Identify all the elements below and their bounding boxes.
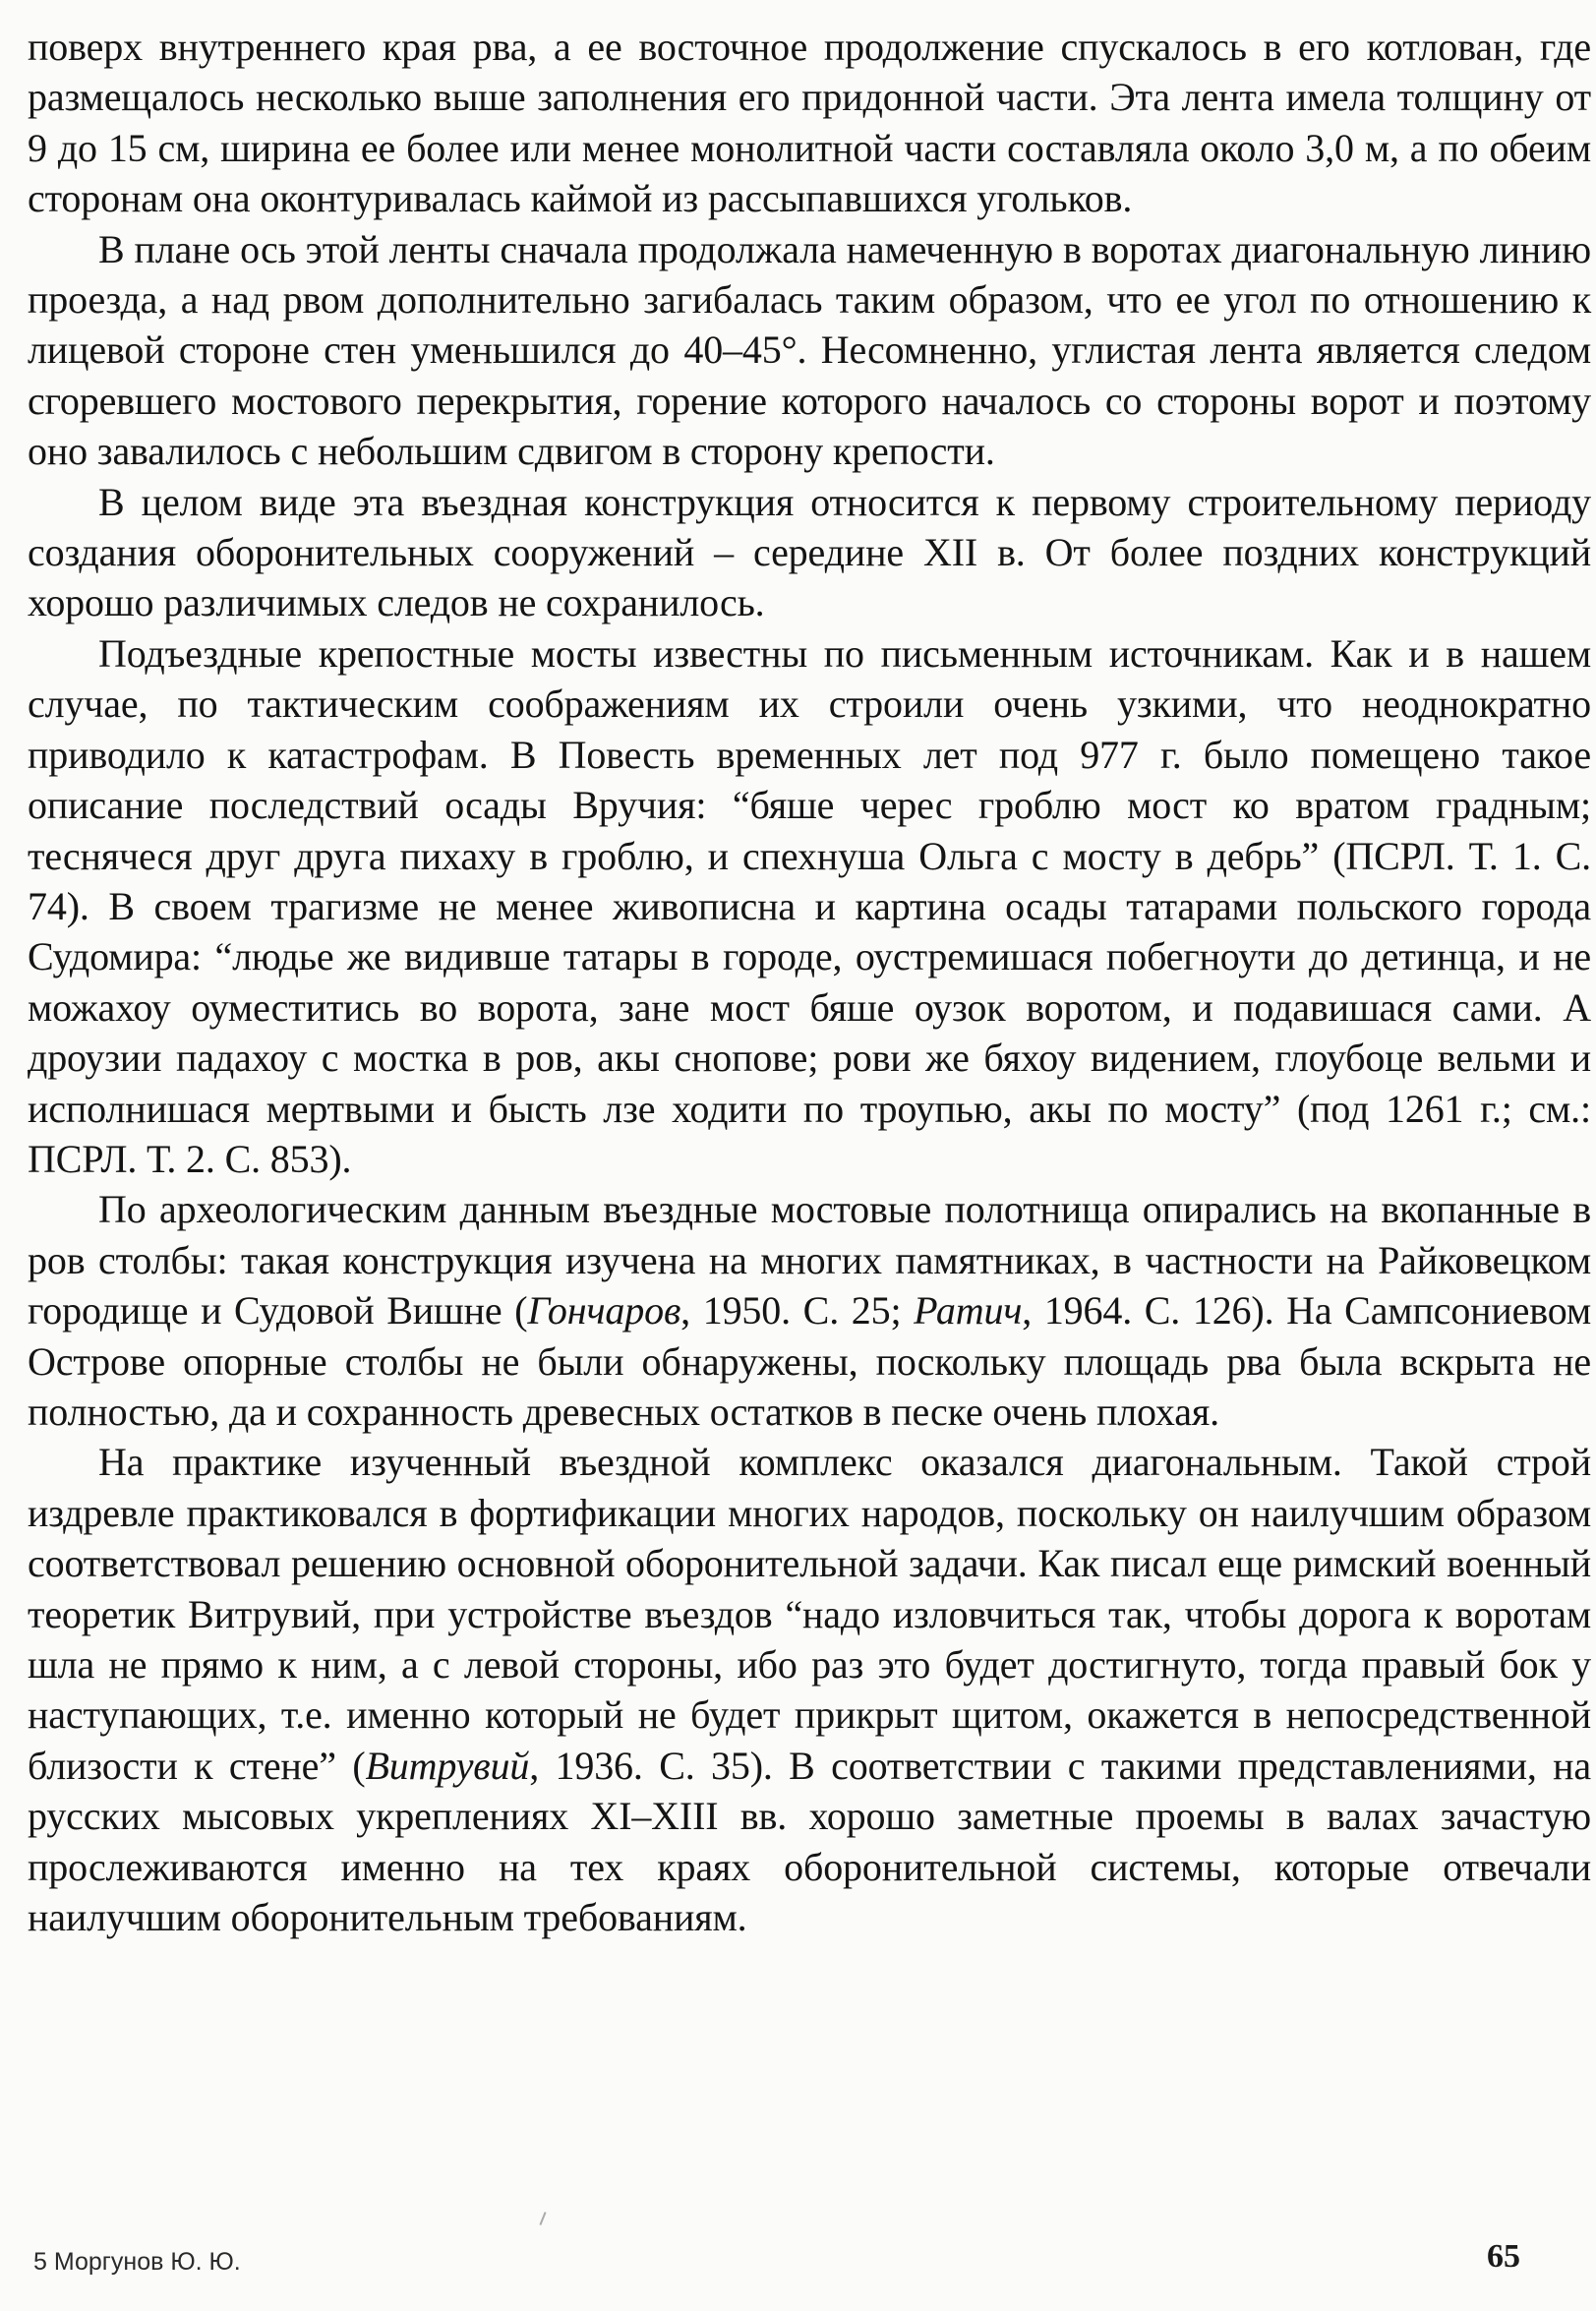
- page-footer: [0, 2234, 1596, 2278]
- paragraph-5-segment-1: По археологическим данным въездные мостовые полотнища опирались на вкопанные в ров столбы: такая конструкция изучена на многих памятниках, в частности на Райковецком городище и Судовой Вишне (: [28, 1187, 1591, 1333]
- paragraph-6-segment-1: На практике изученный въездной комплекс оказался диагональным. Такой строй издревле практиковался в фортификации многих народов, поскольку он наилучшим образом соответствовал решению основной оборонительной задачи. Как писал еще римский военный теоретик Витрувий, при устройстве въездов “надо изловчиться так, чтобы дорога к воротам шла не прямо к ним, а с левой стороны, ибо раз это будет достигнуто, тогда правый бок у наступающих, т.е. именно который не будет прикрыт щитом, окажется в непосредственной близости к стене” (: [28, 1440, 1591, 1788]
- paragraph-1: поверх внутреннего края рва, а ее восточное продолжение спускалось в его котлован, где размещалось несколько выше заполнения его придонной части. Эта лента имела толщину от 9 до 15 см, ширина ее более или менее монолитной части составляла около 3,0 м, а по обеим сторонам она оконтуривалась каймой из рассыпавшихся угольков.: [28, 25, 1591, 221]
- scan-speck: [539, 2212, 546, 2225]
- paragraph-6-segment-3: , 1936. С. 35). В соответствии с такими представлениями, на русских мысовых укреплениях XI–XIII вв. хорошо заметные проемы в валах зачастую прослеживаются именно на тех краях оборонительной системы, которые отвечали наилучшим оборонительным требованиям.: [28, 1743, 1591, 1940]
- citation-author-ratich: Ратич: [914, 1288, 1023, 1333]
- paragraph-3: В целом виде эта въездная конструкция относится к первому строительному периоду создания оборонительных сооружений – середине XII в. От более поздних конструкций хорошо различимых следов не сохранилось.: [28, 479, 1591, 625]
- page-number: 65: [1487, 2238, 1520, 2275]
- citation-author-goncharov: Гончаров: [527, 1288, 681, 1333]
- paragraph-2: В плане ось этой ленты сначала продолжала намеченную в воротах диагональную линию проезда, а над рвом дополнительно загибалась таким образом, что ее угол по отношению к лицевой стороне стен уменьшился до 40–45°. Несомненно, углистая лента является следом сгоревшего мостового перекрытия, горение которого началось со стороны ворот и поэтому оно завалилось с небольшим сдвигом в сторону крепости.: [28, 226, 1591, 474]
- page-body: [28, 22, 1591, 1942]
- paragraph-6: [28, 1437, 1591, 1942]
- paragraph-5: [28, 1184, 1591, 1437]
- paragraph-5-segment-5: , 1964. С. 126). На Сампсониевом Острове опорные столбы не были обнаружены, поскольку площадь рва была вскрыта не полностью, да и сохранность древесных остатков в песке очень плохая.: [28, 1288, 1591, 1434]
- paragraph-4: Подъездные крепостные мосты известны по письменным источникам. Как и в нашем случае, по тактическим соображениям их строили очень узкими, что неоднократно приводило к катастрофам. В Повесть временных лет под 977 г. было помещено такое описание последствий осады Вручия: “бяше черес гроблю мост ко вратом градным; теснячеся друг друга пихаху в гроблю, и спехнуша Ольга с мосту в дебрь” (ПСРЛ. Т. 1. С. 74). В своем трагизме не менее живописна и картина осады татарами польского города Судомира: “людье же видивше татары в городе, оустремишася побегноути до детинца, и не можахоу оуместитись во ворота, зане мост бяше оузок воротом, и подавишася сами. А дроузии падахоу с мостка в ров, акы снопове; рови же бяхоу видением, глоубоце вельми и исполнишася мертвыми и бысть лзе ходити по троупью, акы по мосту” (под 1261 г.; см.: ПСРЛ. Т. 2. С. 853).: [28, 630, 1591, 1181]
- citation-author-vitruvius: Витрувий: [365, 1743, 530, 1788]
- paragraph-5-segment-3: , 1950. С. 25;: [680, 1288, 915, 1333]
- footer-author: 5 Моргунов Ю. Ю.: [33, 2248, 241, 2276]
